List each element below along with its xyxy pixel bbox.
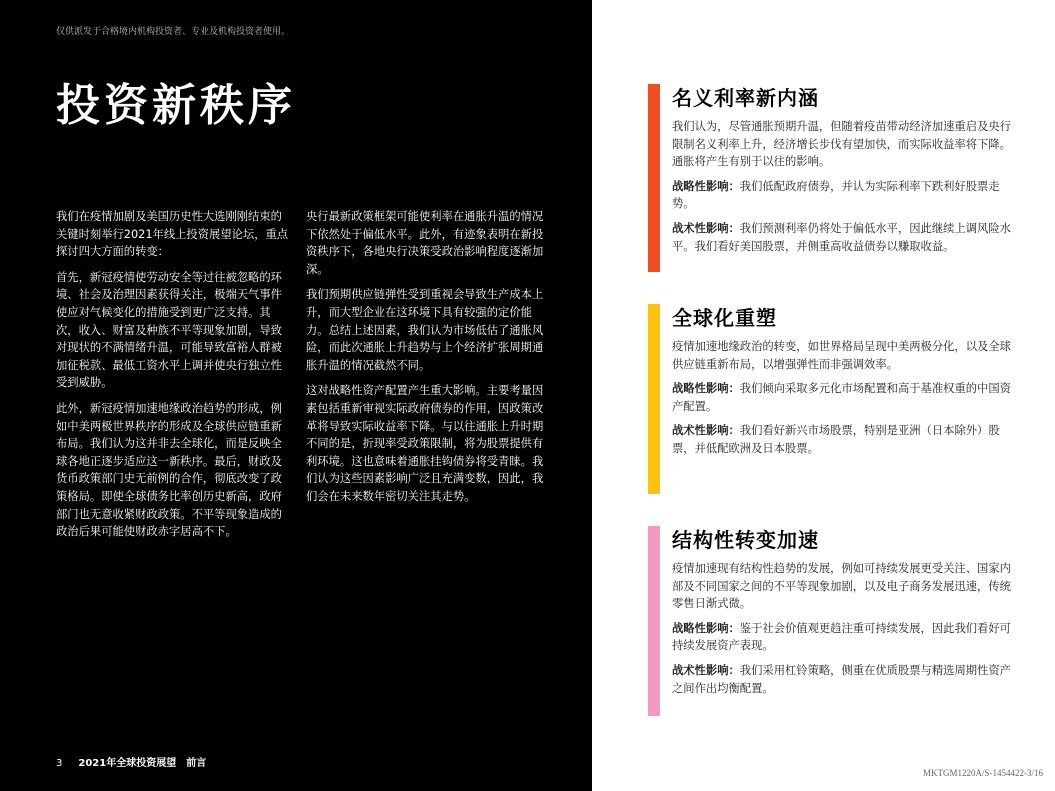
tactical-implication xyxy=(672,662,1012,697)
accent-bar xyxy=(648,84,660,272)
accent-bar xyxy=(648,304,660,494)
tactical-text: 我们预测利率仍将处于偏低水平，因此继续上调风险水平。我们看好美国股票，并侧重高收益债券以赚取收益。 xyxy=(672,221,1011,253)
accent-bar xyxy=(648,526,660,716)
paragraph: 首先，新冠疫情使劳动安全等过往被忽略的环境、社会及治理因素获得关注，极端天气事件使应对气候变化的措施受到更广泛支持。其次，收入、财富及种族不平等现象加剧，导致对现状的不满情绪升温，可能导致富裕人群被加征税款、最低工资水平上调并使央行独立性受到威胁。 xyxy=(56,270,282,390)
section-body xyxy=(672,118,1012,262)
strategic-label: 战略性影响： xyxy=(672,382,740,396)
tactical-label: 战术性影响： xyxy=(672,221,740,235)
strategic-implication xyxy=(672,178,1012,213)
strategic-label: 战略性影响： xyxy=(672,621,740,635)
section-paragraph: 疫情加速地缘政治的转变，如世界格局呈现中美两极分化，以及全球供应链重新布局，以增强弹性而非强调效率。 xyxy=(672,340,1011,371)
tactical-implication xyxy=(672,422,1012,457)
section-title: 结构性转变加速 xyxy=(672,528,819,552)
paragraph: 央行最新政策框架可能使利率在通胀升温的情况下依然处于偏低水平。此外，有迹象表明在新投资秩序下，各地央行决策受政治影响程度逐渐加深。 xyxy=(306,210,544,276)
document-code: MKTGM1220A/S-1454422-3/16 xyxy=(922,768,1043,778)
section-paragraph: 疫情加速现有结构性趋势的发展，例如可持续发展更受关注、国家内部及不同国家之间的不平等现象加剧，以及电子商务发展迅速，传统零售日渐式微。 xyxy=(672,562,1011,611)
paragraph: 我们预期供应链弹性受到重视会导致生产成本上升，而大型企业在这环境下具有较强的定价能力。总结上述因素，我们认为市场低估了通胀风险，而此次通胀上升趋势与上个经济扩张周期通胀升温的情况截然不同。 xyxy=(306,288,544,372)
strategic-text: 鉴于社会价值观更趋注重可持续发展，因此我们看好可持续发展资产表现。 xyxy=(672,621,1011,653)
tactical-text: 我们看好新兴市场股票，特别是亚洲（日本除外）股票，并低配欧洲及日本股票。 xyxy=(672,424,1000,455)
text-column-2 xyxy=(306,208,544,514)
tactical-implication xyxy=(672,220,1012,255)
strategic-implication xyxy=(672,380,1012,415)
strategic-text: 我们倾向采取多元化市场配置和高于基准权重的中国资产配置。 xyxy=(672,382,1011,413)
page-footer xyxy=(56,754,206,769)
tactical-text: 我们采用杠铃策略，侧重在优质股票与精选周期性资产之间作出均衡配置。 xyxy=(672,663,1011,695)
light-panel xyxy=(592,0,1055,791)
section-body xyxy=(672,560,1012,704)
text-column-1 xyxy=(56,208,290,549)
paragraph: 我们在疫情加剧及美国历史性大选刚刚结束的关键时刻举行2021年线上投资展望论坛，重点探讨四大方面的转变： xyxy=(56,210,289,259)
page-title: 投资新秩序 xyxy=(56,80,296,131)
tactical-label: 战术性影响： xyxy=(672,424,740,438)
strategic-text: 我们低配政府债券，并认为实际利率下跌利好股票走势。 xyxy=(672,179,1000,211)
paragraph: 此外，新冠疫情加速地缘政治趋势的形成，例如中美两极世界秩序的形成及全球供应链重新布局。我们认为这并非去全球化，而是反映全球各地正逐步适应这一新秩序。最后，财政及货币政策部门史无前例的合作，彻底改变了政策格局。即使全球债务比率创历史新高，政府部门也无意收紧财政政策。不平等现象造成的政治后果可能使财政赤字居高不下。 xyxy=(56,401,282,539)
tactical-label: 战术性影响： xyxy=(672,663,740,677)
strategic-implication xyxy=(672,620,1012,655)
footer-text: 2021年全球投资展望 前言 xyxy=(78,758,207,769)
paragraph: 这对战略性资产配置产生重大影响。主要考量因素包括重新审视实际政府债券的作用，因政策改革将导致实际收益率下降。与以往通胀上升时期不同的是，折现率受政策限制，将为股票提供有利环境。这也意味着通胀挂钩债券将受青睐。我们认为这些因素影响广泛且充满变数，因此，我们会在未来数年密切关注其走势。 xyxy=(306,384,544,503)
section-body xyxy=(672,338,1012,465)
section-title: 全球化重塑 xyxy=(672,306,777,330)
section-paragraph: 我们认为，尽管通胀预期升温，但随着疫苗带动经济加速重启及央行限制名义利率上升，经济增长步伐有望加快，而实际收益率将下降。通胀将产生有别于以往的影响。 xyxy=(672,120,1011,169)
strategic-label: 战略性影响： xyxy=(672,179,740,193)
disclaimer: 仅供派发于合格境内机构投资者、专业及机构投资者使用。 xyxy=(56,27,291,37)
page-number: 3 xyxy=(56,758,63,769)
section-title: 名义利率新内涵 xyxy=(672,86,819,110)
